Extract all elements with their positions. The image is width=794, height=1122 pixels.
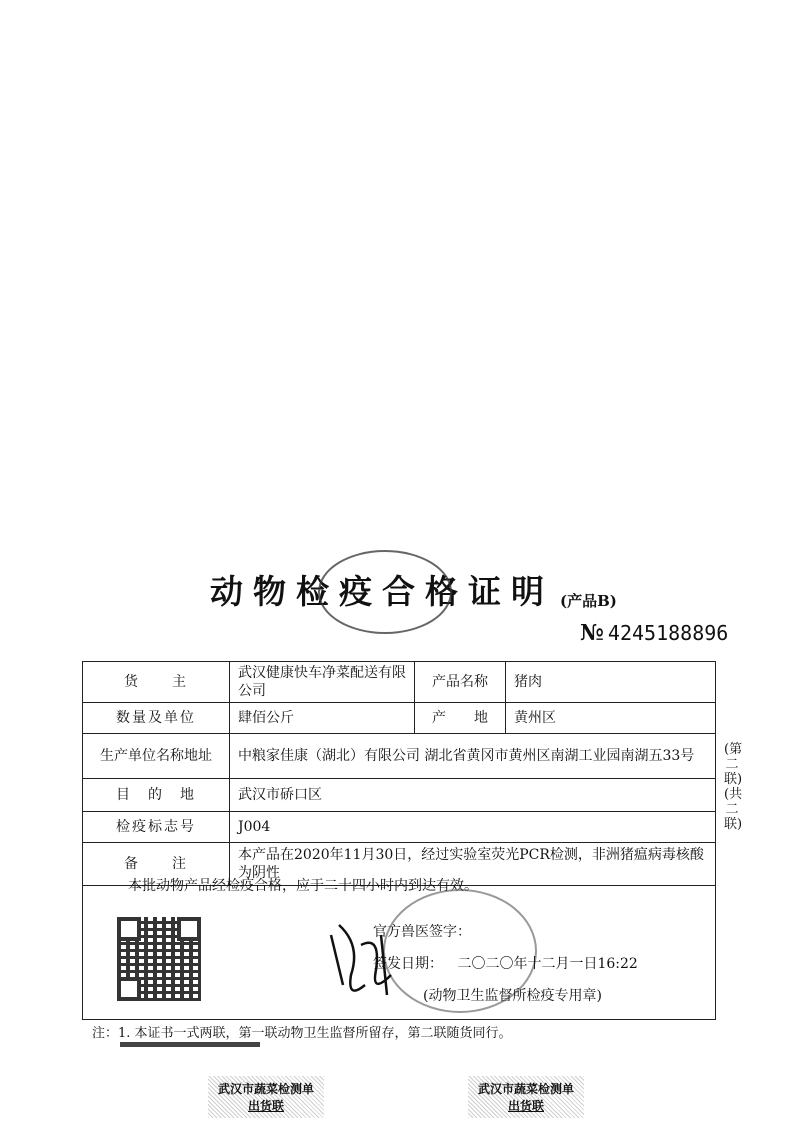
destination-value: 武汉市硚口区: [230, 779, 716, 812]
signature-section: [82, 869, 716, 1020]
product-type-label: (产品B): [560, 592, 617, 610]
quantity-value: 肆佰公斤: [230, 703, 415, 734]
origin-value: 黄州区: [506, 703, 716, 734]
stamp-title: 武汉市蔬菜检测单: [218, 1082, 315, 1096]
product-name-value: 猪肉: [506, 662, 716, 703]
cropped-text: [120, 1042, 260, 1047]
remarks-label: 备 注: [83, 843, 230, 886]
serial-digits: 4245188896: [607, 621, 729, 645]
remarks-value: 本产品在2020年11月30日，经过实验室荧光PCR检测，非洲猪瘟病毒核酸为阴性: [230, 843, 716, 886]
official-seal: [318, 550, 452, 634]
qr-finder-icon: [117, 977, 141, 1001]
destination-label: 目 的 地: [83, 779, 230, 812]
inspection-mark-value: J004: [230, 812, 716, 843]
serial-number: [580, 620, 728, 646]
quantity-label: 数量及单位: [83, 703, 230, 734]
origin-label: 产 地: [415, 703, 506, 734]
product-name-label: 产品名称: [415, 662, 506, 703]
vegetable-test-stamp: [468, 1076, 584, 1118]
qr-finder-icon: [177, 917, 201, 941]
stamp-subtitle: 出货联: [248, 1099, 285, 1113]
vet-signature-label: 官方兽医签字：: [373, 924, 471, 940]
table-row: [83, 662, 716, 703]
qr-finder-icon: [117, 917, 141, 941]
owner-value: 武汉健康快车净菜配送有限公司: [230, 662, 415, 703]
producer-value: 中粮家佳康（湖北）有限公司 湖北省黄冈市黄州区南湖工业园南湖五33号: [230, 734, 716, 779]
owner-label: 货 主: [83, 662, 230, 703]
producer-label: 生产单位名称地址: [83, 734, 230, 779]
table-row: [83, 734, 716, 779]
validity-statement: 本批动物产品经检疫合格，应于二十四小时内到达有效。: [128, 878, 478, 894]
number-sign: №: [580, 620, 604, 646]
inspection-mark-label: 检疫标志号: [83, 812, 230, 843]
certificate-title: 动物检疫合格证明: [210, 572, 554, 611]
table-row: [83, 812, 716, 843]
stamp-title: 武汉市蔬菜检测单: [478, 1082, 575, 1096]
stamp-subtitle: 出货联: [508, 1099, 545, 1113]
footnote: 注：1. 本证书一式两联，第一联动物卫生监督所留存，第二联随货同行。: [92, 1026, 512, 1041]
issue-date-label: 签发日期：: [373, 956, 443, 972]
issue-date-value: 二〇二〇年十二月一日16:22: [457, 956, 638, 972]
issue-date: [373, 953, 638, 973]
table-row: [83, 703, 716, 734]
seal-label: (动物卫生监督所检疫专用章): [423, 988, 602, 1004]
vegetable-test-stamp: [208, 1076, 324, 1118]
copy-indicator: (第二联)(共二联): [724, 742, 743, 832]
certificate-table: [82, 661, 716, 886]
qr-code-icon: [117, 917, 201, 1001]
table-row: [83, 779, 716, 812]
